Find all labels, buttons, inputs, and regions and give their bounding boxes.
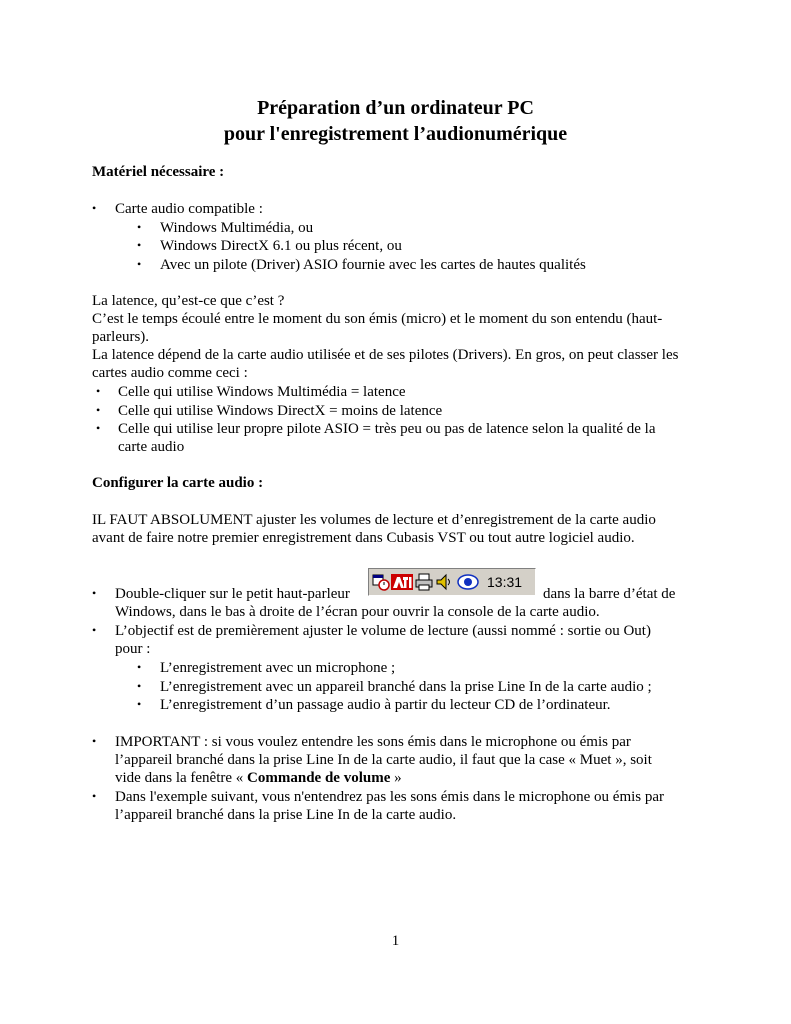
list-item-continuation: l’appareil branché dans la prise Line In de la carte audio. [115,807,457,823]
bullet-icon: • [92,586,97,600]
paragraph-line: La latence, qu’est-ce que c’est ? [92,293,285,309]
paragraph-line: IL FAUT ABSOLUMENT ajuster les volumes de lecture et d’enregistrement de la carte audio [92,512,656,528]
bullet-icon: • [96,403,101,417]
speaker-icon[interactable] [435,573,453,591]
list-item-double-click: Double-cliquer sur le petit haut-parleur [115,586,350,602]
list-item: Windows Multimédia, ou [160,220,314,236]
list-item: Celle qui utilise Windows DirectX = moins de latence [118,403,443,419]
list-item: Celle qui utilise leur propre pilote ASIO = très peu ou pas de latence selon la qualité de la [118,421,656,437]
list-item-carte-audio: Carte audio compatible : [115,201,263,217]
section-heading-materiel: Matériel nécessaire : [92,164,225,180]
section-heading-configurer: Configurer la carte audio : [92,475,264,491]
list-item-example: Dans l'exemple suivant, vous n'entendrez pas les sons émis dans le microphone ou émis par [115,789,665,805]
list-item: L’enregistrement avec un appareil branché dans la prise Line In de la carte audio ; [160,679,652,695]
ati-logo-icon [391,573,413,591]
list-item-important: IMPORTANT : si vous voulez entendre les sons émis dans le microphone ou émis par [115,734,631,750]
bold-term: Commande de volume [247,770,391,786]
title-line-1: Préparation d’un ordinateur PC [257,97,534,119]
list-item: L’enregistrement avec un microphone ; [160,660,396,676]
text-segment: vide dans la fenêtre « [115,770,248,786]
bullet-icon: • [137,257,142,271]
list-item: Celle qui utilise Windows Multimédia = latence [118,384,406,400]
list-item-continuation: l’appareil branché dans la prise Line In de la carte audio, il faut que la case « Muet », soit [115,752,652,768]
bullet-icon: • [92,734,97,748]
list-item: Avec un pilote (Driver) ASIO fournie avec les cartes de hautes qualités [160,257,586,273]
bullet-icon: • [137,679,142,693]
list-item-continuation [115,769,402,787]
page-number: 1 [391,933,400,949]
bullet-icon: • [92,201,97,215]
bullet-icon: • [96,384,101,398]
list-item-continuation: carte audio [118,439,185,455]
title-line-2: pour l'enregistrement l’audionumérique [223,123,568,145]
paragraph-line: C’est le temps écoulé entre le moment du son émis (micro) et le moment du son entendu (haut- [92,311,663,327]
bullet-icon: • [92,623,97,637]
printer-icon [415,573,433,591]
scheduler-icon [372,573,390,591]
list-item: L’enregistrement d’un passage audio à partir du lecteur CD de l’ordinateur. [160,697,611,713]
paragraph-line: La latence dépend de la carte audio utilisée et de ses pilotes (Drivers). En gros, on peut classer les [92,347,679,363]
text-segment: » [390,770,402,786]
paragraph-line: cartes audio comme ceci : [92,365,248,381]
list-item-continuation: Windows, dans le bas à droite de l’écran pour ouvrir la console de la carte audio. [115,604,600,620]
paragraph-line: avant de faire notre premier enregistrement dans Cubasis VST ou tout autre logiciel audio. [92,530,635,546]
bullet-icon: • [137,238,142,252]
bullet-icon: • [137,220,142,234]
eye-icon [457,573,479,591]
list-item-continuation: pour : [115,641,151,657]
bullet-icon: • [96,421,101,435]
paragraph-line: parleurs). [92,329,150,345]
taskbar-tray-image [368,568,536,596]
list-item-objective: L’objectif est de premièrement ajuster le volume de lecture (aussi nommé : sortie ou Out) [115,623,651,639]
bullet-icon: • [137,660,142,674]
tray-clock: 13:31 [487,574,523,590]
bullet-icon: • [137,697,142,711]
list-item-double-click-end: dans la barre d’état de [543,586,676,602]
list-item: Windows DirectX 6.1 ou plus récent, ou [160,238,402,254]
bullet-icon: • [92,789,97,803]
